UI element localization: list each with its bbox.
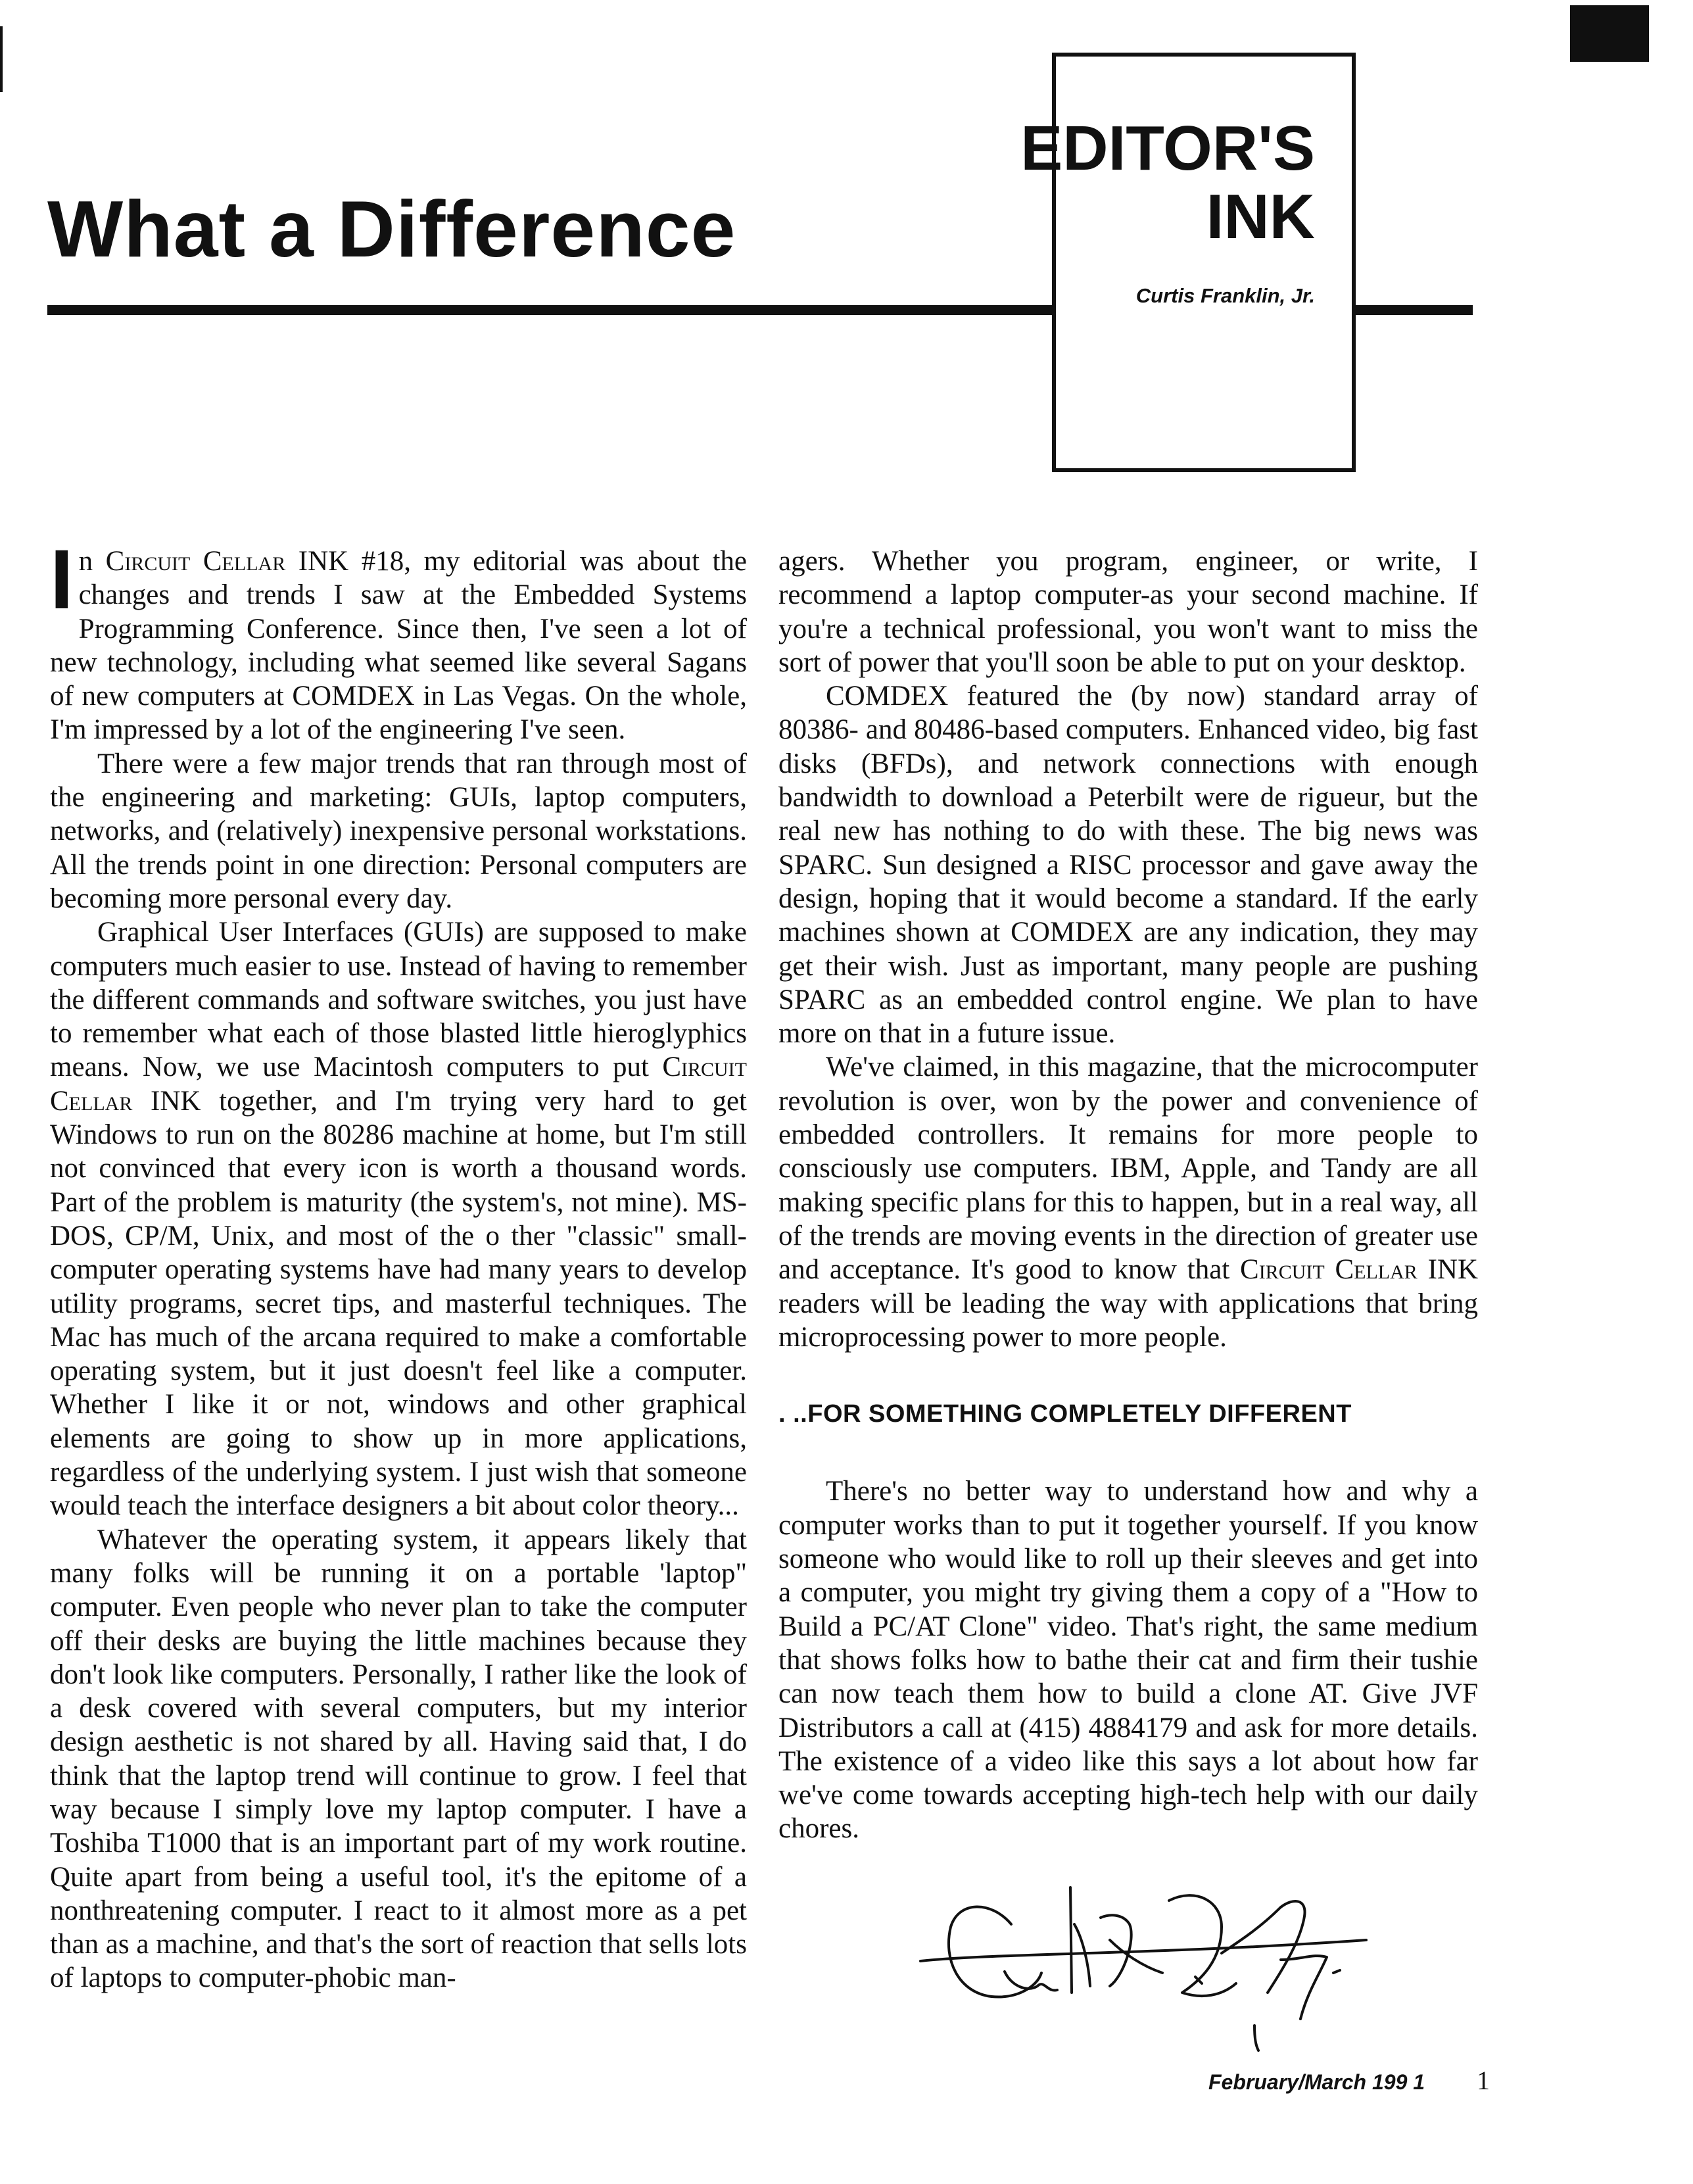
paragraph-video: There's no better way to understand how and why a computer works than to put it together yourself. If you know someone who would like to roll up their sleeves and get into a computer, you might try giving them a copy of a "How to Build a PC/AT Clone" video. That's right, the same medium that shows folks how to bathe their cat and firm their tushie can now teach them how to build a clone AT. Give JVF Distributors a call at (415) 4884179 and ask for more details. The existence of a video like this says a lot about how far we've come towards accepting high-tech help with our daily chores. (778, 1476, 1478, 1845)
microcomputer-text-2: INK readers will be leading the way with applications that bring microprocessing power to more people. (778, 1254, 1478, 1353)
guis-text-2: INK together, and I'm trying very hard to get Windows to run on the 80286 machine at home, but I'm still not convinced that every icon is worth a thousand words. Part of the problem is maturity (the system's, not mine). MS-DOS, CP/M, Unix, and most of the o ther "classic" small-computer operating systems have had many years to develop utility programs, secret tips, and masterful techniques. The Mac has much of the arcana required to make a comfortable operating system, but it just doesn't feel like a computer. Whether I like it or not, windows and other graphical elements are going to show up in more applications, regardless of the underlying system. I just wish that someone would teach the interface designers a bit about color theory... (50, 1085, 747, 1522)
paragraph-laptops: Whatever the operating system, it appears likely that many folks will be running it on a portable 'laptop" computer. Even people who never plan to take the computer off their desks are buying the little machines because they don't look like computers. Personally, I rather like the look of a desk covered with several computers, but my interior design aesthetic is not shared by all. Having said that, I do think that the laptop trend will continue to grow. I feel that way because I simply love my laptop computer. I have a Toshiba T1000 that is an important part of my work routine. Quite apart from being a useful tool, it's the epitome of a nonthreatening computer. I react to it almost more as a pet than as a machine, and that's the sort of reaction that sells lots of laptops to computer-phobic man- (50, 1524, 747, 1994)
paragraph-guis (50, 915, 747, 1522)
margin-mark (0, 26, 3, 92)
paragraph-laptops-continued: agers. Whether you program, engineer, or write, I recommend a laptop computer-as your second machine. If you're a technical professional, you won't want to miss the sort of power that you'll soon be able to put on your desktop. (778, 546, 1478, 678)
drop-cap: I (50, 533, 74, 627)
paragraph-intro (50, 533, 748, 747)
page-number: 1 (1477, 2066, 1490, 2095)
article-title: What a Difference (47, 184, 736, 274)
section-subhead: . ..FOR SOMETHING COMPLETELY DIFFERENT (778, 1400, 1352, 1428)
department-title (1020, 114, 1315, 251)
article-column-left (50, 533, 748, 1995)
magazine-name: Circuit Cellar (1240, 1254, 1418, 1286)
magazine-name: Circuit Cellar (50, 1052, 747, 1117)
department-box (1020, 53, 1356, 472)
paragraph-comdex: COMDEX featured the (by now) standard array of 80386- and 80486-based computers. Enhanced video, big fast disks (BFDs), and network connections with enough bandwidth to download a Peterbilt were de rigueur, but the real new has nothing to do with these. The big news was SPARC. Sun designed a RISC processor and gave away the design, hoping that it would become a standard. If the early machines shown at COMDEX are any indication, they may get their wish. Just as important, many people are pushing SPARC as an embedded control engine. We plan to have more on that in a future issue. (778, 681, 1478, 1050)
article-column-right (778, 545, 1478, 1846)
guis-text-1: Graphical User Interfaces (GUIs) are supposed to make computers much easier to use. Instead of having to remember the different commands and software switches, you just have to remember what each of those blasted little hieroglyphics means. Now, we use Macintosh computers to put (50, 917, 747, 1083)
issue-date: February/March 199 1 (1208, 2070, 1425, 2094)
department-title-line2: INK (1206, 182, 1315, 252)
paragraph-trends: There were a few major trends that ran through most of the engineering and marketing: GUIs, laptop computers, networks, and (relatively) inexpensive personal workstations. All the trends point in one direction: Personal computers are becoming more personal every day. (50, 748, 747, 914)
intro-lead: n (78, 546, 106, 577)
paragraph-microcomputer (778, 1050, 1478, 1354)
intro-text: INK #18, my editorial was about the changes and trends I saw at the Embedded Systems Programming Conference. Since then, I've seen a lot of new technology, including what seemed like several Sagans of new computers at COMDEX in Las Vegas. On the whole, I'm impressed by a lot of the engineering I've seen. (50, 546, 748, 746)
handwritten-signature (913, 1861, 1373, 2052)
department-title-line1: EDITOR'S (1020, 113, 1315, 183)
byline: Curtis Franklin, Jr. (1135, 284, 1315, 307)
microcomputer-text-1: We've claimed, in this magazine, that the microcomputer revolution is over, won by the power and convenience of embedded controllers. It remains for more people to consciously use computers. IBM, Apple, and Tandy are all making specific plans for this to happen, but in a real way, all of the trends are moving events in the direction of greater use and acceptance. It's good to know that (778, 1052, 1478, 1286)
header-rule-left (47, 305, 1052, 315)
header-rule-right (1352, 305, 1473, 315)
magazine-name: Circuit Cellar (105, 546, 286, 577)
corner-registration-mark (1570, 5, 1649, 62)
